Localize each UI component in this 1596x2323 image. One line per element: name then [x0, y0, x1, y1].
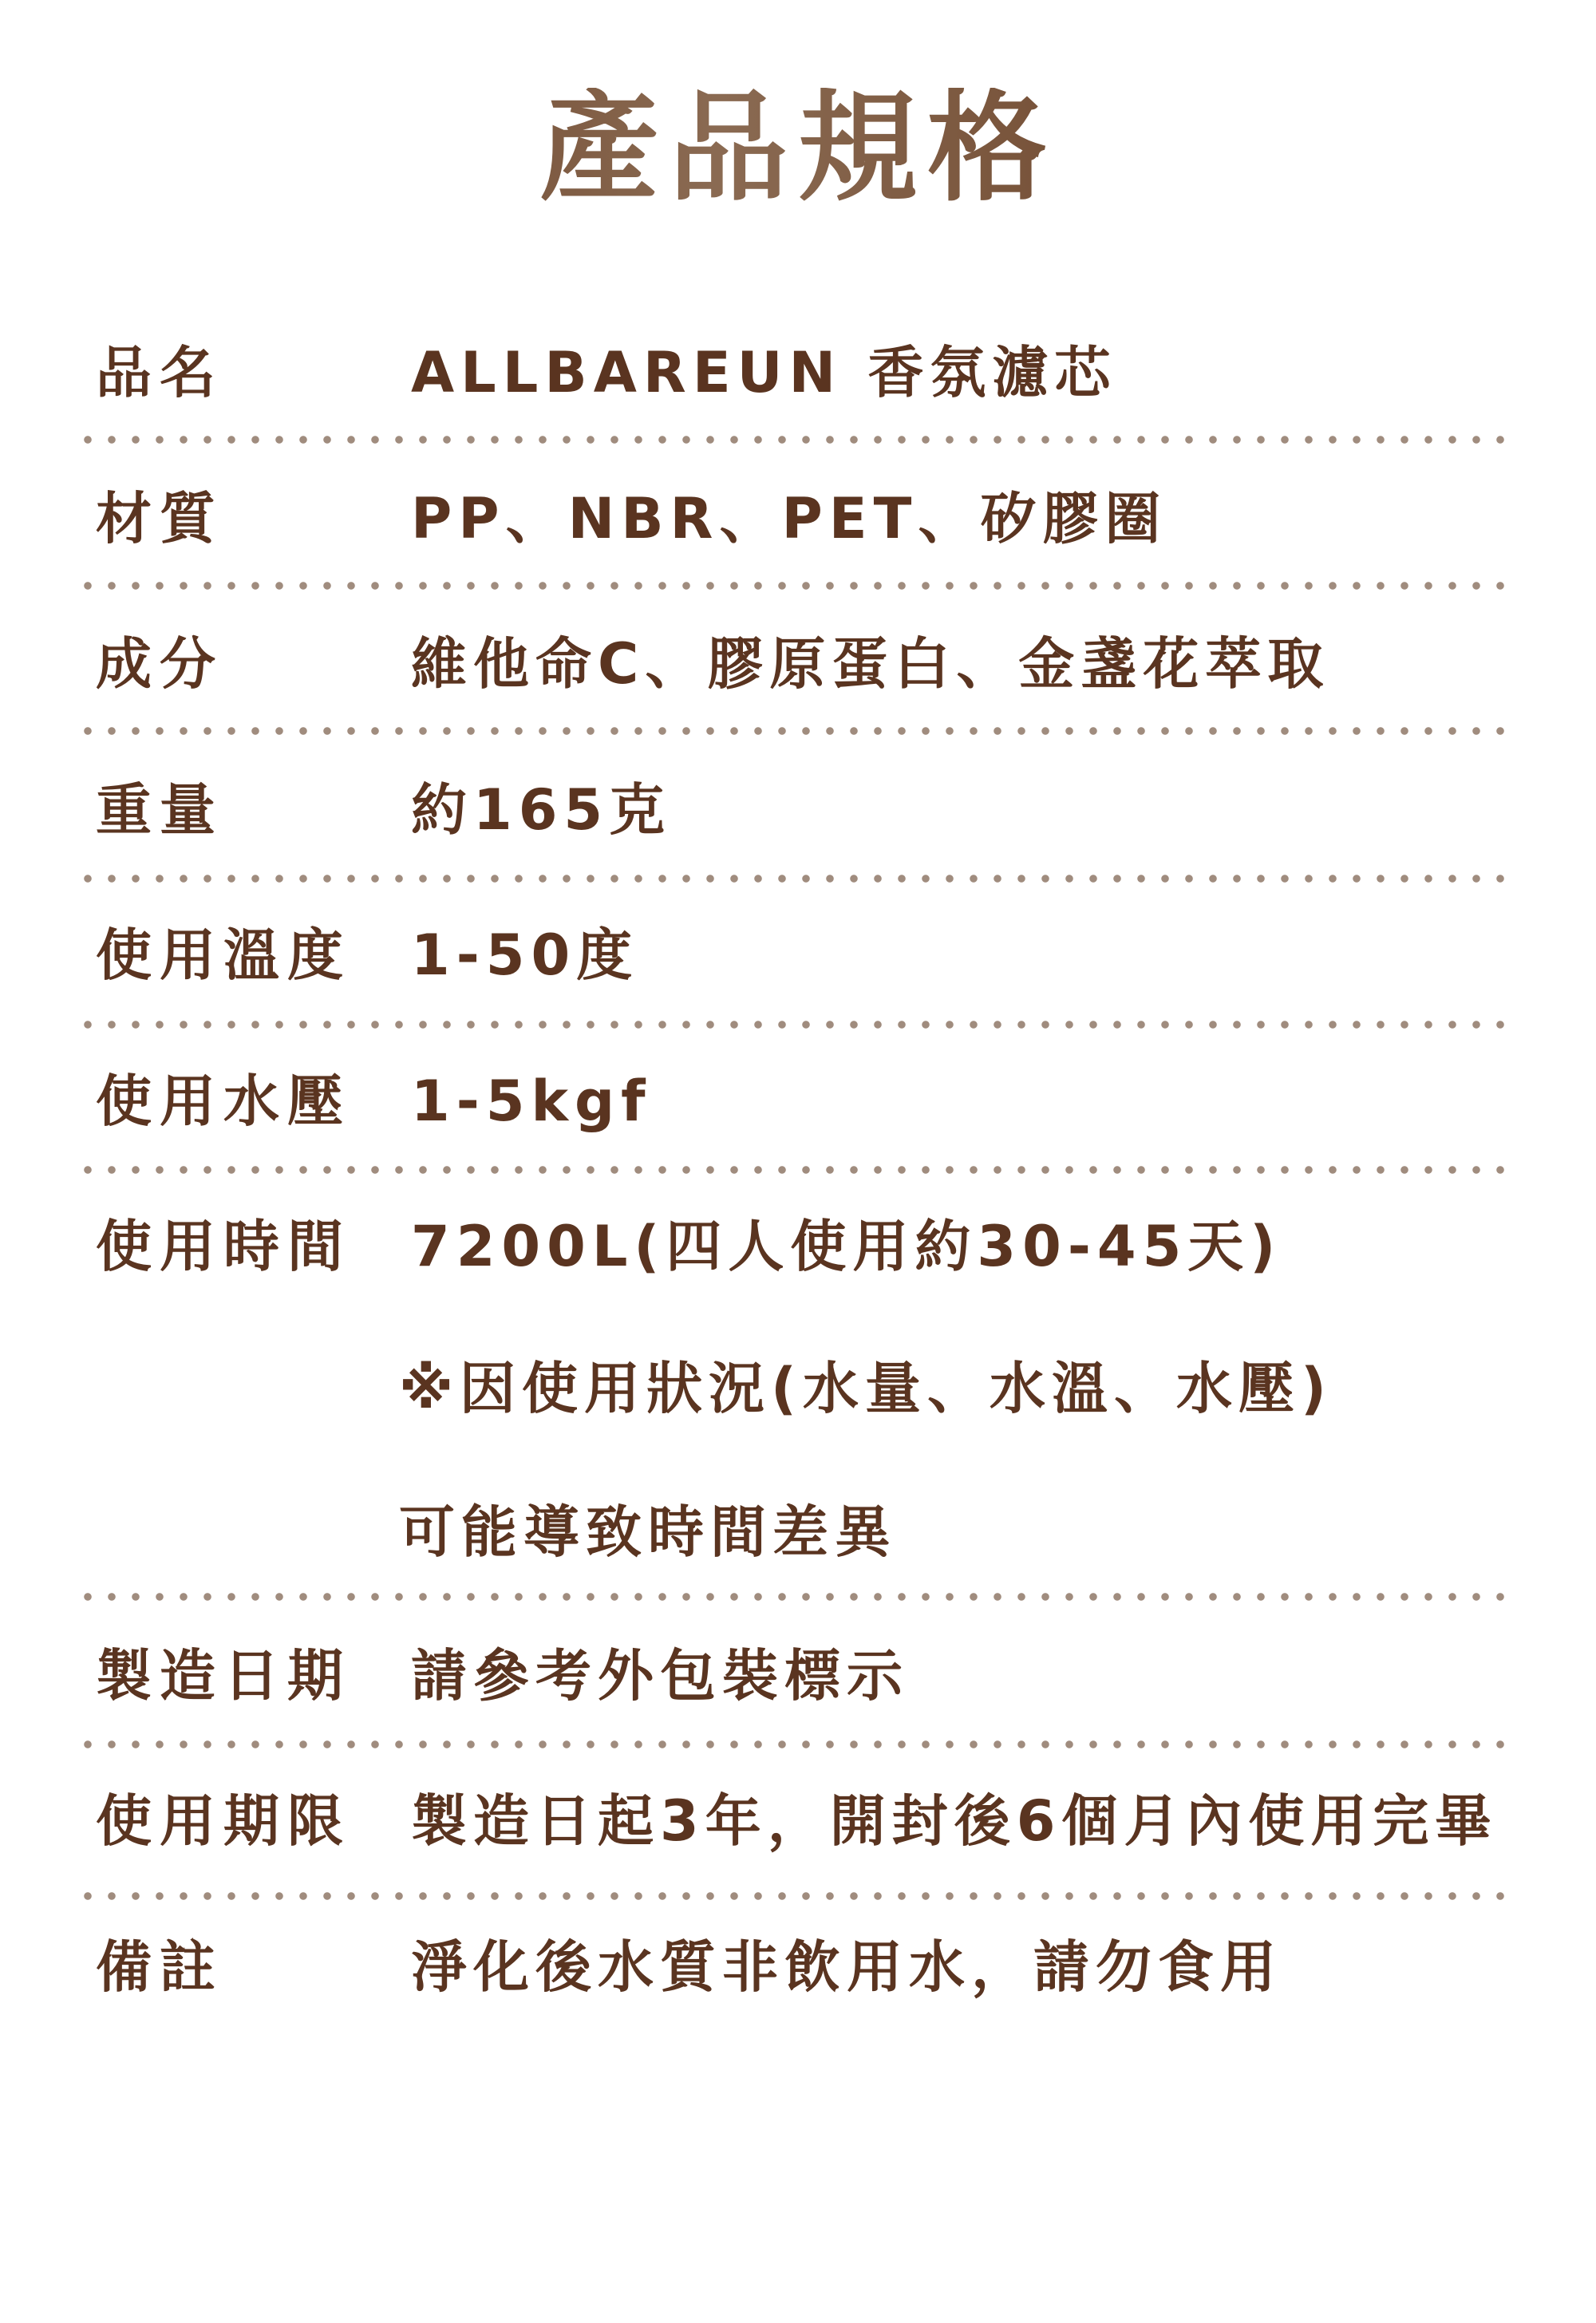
dotted-divider [76, 874, 1520, 883]
spec-value-ingredients: 維他命C、膠原蛋白、金盞花萃取 [411, 631, 1330, 697]
spec-value-weight: 約165克 [411, 777, 672, 843]
spec-value-usage-time: 7200L(四人使用約30-45天) [411, 1214, 1282, 1279]
spec-label-usage-time: 使用時間 [96, 1214, 351, 1279]
dotted-divider [76, 1165, 1520, 1175]
dotted-divider [76, 1891, 1520, 1901]
spec-label-temperature: 使用溫度 [96, 922, 351, 988]
spec-value-material: PP、NBR、PET、矽膠圈 [411, 486, 1167, 551]
spec-note-usage-condition: ※因使用狀況(水量、水溫、水壓) [399, 1356, 1333, 1421]
spec-label-pressure: 使用水壓 [96, 1069, 351, 1134]
spec-label-expiry: 使用期限 [96, 1788, 351, 1854]
dotted-divider [76, 581, 1520, 591]
spec-value-manufacture-date: 請參考外包裝標示 [411, 1643, 909, 1709]
spec-label-manufacture-date: 製造日期 [96, 1643, 351, 1709]
spec-value-temperature: 1-50度 [411, 922, 639, 988]
spec-note-time-difference: 可能導致時間差異 [399, 1499, 897, 1565]
spec-label-name: 品名 [96, 340, 223, 405]
spec-label-weight: 重量 [96, 777, 223, 843]
spec-value-pressure: 1-5kgf [411, 1069, 652, 1134]
spec-label-remarks: 備註 [96, 1934, 223, 2000]
dotted-divider [76, 726, 1520, 736]
spec-label-ingredients: 成分 [96, 631, 223, 697]
spec-value-remarks: 淨化後水質非飲用水，請勿食用 [411, 1934, 1282, 2000]
dotted-divider [76, 435, 1520, 444]
spec-value-name: ALLBAREUN 香氛濾芯 [411, 340, 1117, 405]
page-title: 產品規格 [0, 88, 1596, 207]
dotted-divider [76, 1740, 1520, 1749]
dotted-divider [76, 1592, 1520, 1602]
spec-value-expiry: 製造日起3年，開封後6個月內使用完畢 [411, 1788, 1498, 1854]
dotted-divider [76, 1020, 1520, 1029]
spec-label-material: 材質 [96, 486, 223, 551]
